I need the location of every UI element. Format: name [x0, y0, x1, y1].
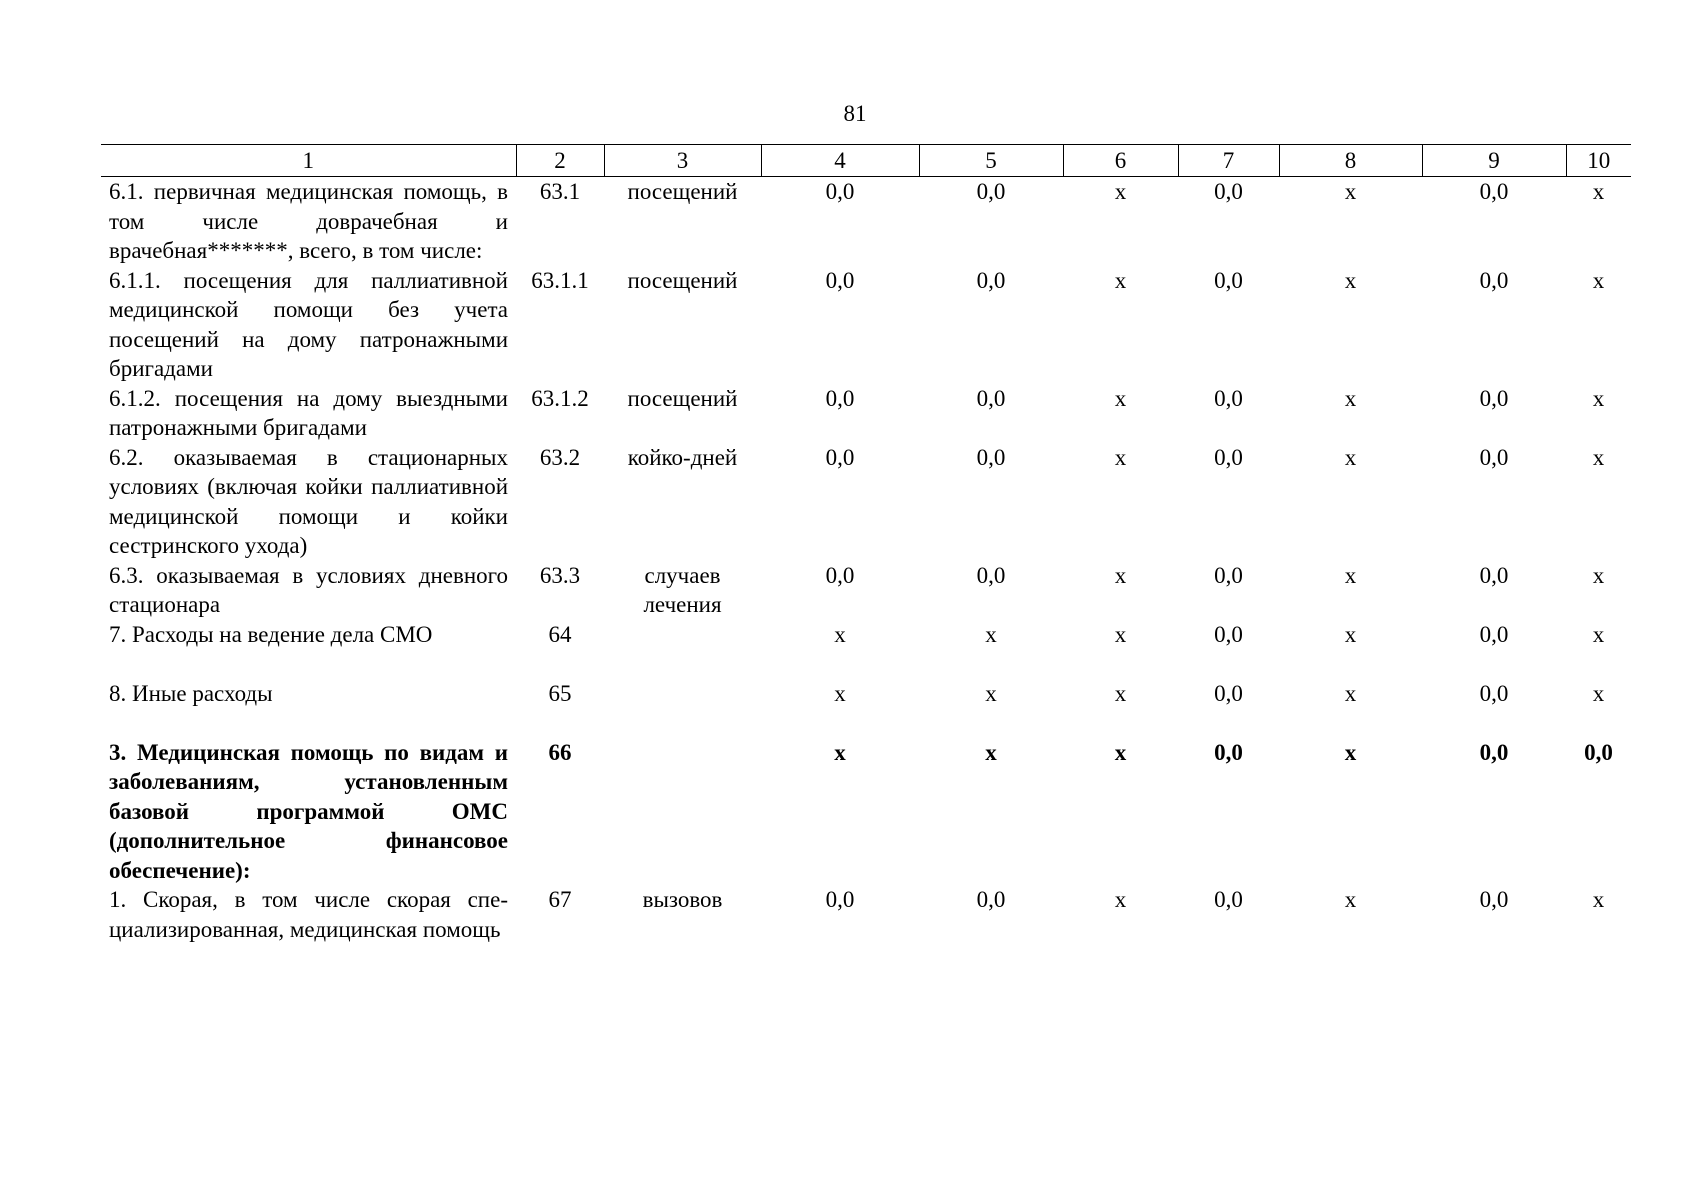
cell-value: х — [1344, 562, 1357, 588]
table-row — [101, 384, 1631, 443]
cell-value: х — [1592, 562, 1605, 588]
column-header: 7 — [1178, 145, 1279, 177]
cell-value: х — [1344, 267, 1357, 293]
cell-value: 0,0 — [1479, 680, 1509, 706]
table-row — [101, 266, 1631, 384]
row-name: 6.2. оказываемая в стационарных условиях (включая койки паллиативной медицинской помощи и койки сестринского ухода) — [109, 444, 508, 558]
row-code: 63.1.1 — [531, 267, 589, 293]
row-code: 63.1 — [539, 179, 581, 204]
column-header: 5 — [919, 145, 1063, 177]
cell-value: х — [834, 680, 846, 706]
row-name: 7. Расходы на ведение дела СМО — [109, 621, 433, 647]
row-name: 6.1.1. посещения для паллиативной медицинской помощи без учета посещений на дому патронажными бригадами — [109, 267, 508, 381]
cell-value: х — [1344, 385, 1357, 411]
cell-value: 0,0 — [1479, 267, 1509, 293]
cell-value: 0,0 — [825, 444, 855, 470]
cell-value: 0,0 — [1214, 739, 1243, 765]
cell-value: 0,0 — [1214, 444, 1243, 470]
cell-value: 0,0 — [1479, 887, 1509, 912]
cell-value: 0,0 — [825, 179, 855, 204]
cell-value: 0,0 — [976, 179, 1006, 204]
cell-value: 0,0 — [1479, 739, 1509, 765]
row-code: 65 — [548, 680, 572, 706]
cell-value: х — [834, 739, 846, 765]
row-code: 67 — [548, 887, 572, 912]
data-table — [101, 144, 1631, 944]
cell-value: 0,0 — [976, 267, 1006, 293]
row-name: 6.1.2. посещения на дому выездными патронажными бригадами — [109, 385, 508, 440]
row-unit — [604, 738, 761, 886]
cell-value: х — [1114, 680, 1127, 706]
row-code: 63.1.2 — [531, 385, 589, 411]
column-header: 10 — [1566, 145, 1631, 177]
cell-value: х — [1592, 680, 1605, 706]
cell-value: х — [1114, 739, 1127, 765]
cell-value: х — [1114, 621, 1127, 647]
row-unit — [604, 679, 761, 738]
cell-value: х — [1592, 179, 1605, 204]
cell-value: 0,0 — [1479, 444, 1509, 470]
row-unit: посещений — [627, 385, 738, 411]
cell-value: 0,0 — [1214, 680, 1243, 706]
cell-value: х — [1344, 621, 1357, 647]
cell-value: х — [1344, 444, 1357, 470]
cell-value: 0,0 — [1214, 887, 1243, 912]
cell-value: х — [1114, 267, 1127, 293]
column-header: 6 — [1063, 145, 1178, 177]
cell-value: 0,0 — [1479, 562, 1509, 588]
cell-value: х — [1114, 179, 1127, 204]
row-unit: койко-дней — [627, 444, 738, 470]
cell-value: 0,0 — [1479, 179, 1509, 204]
page-number: 81 — [843, 101, 867, 126]
cell-value: 0,0 — [1214, 562, 1243, 588]
column-header: 3 — [604, 145, 761, 177]
column-header: 8 — [1279, 145, 1422, 177]
row-code: 63.2 — [539, 444, 581, 470]
cell-value: 0,0 — [1584, 739, 1613, 765]
column-header: 2 — [516, 145, 604, 177]
cell-value: х — [985, 739, 997, 765]
cell-value: 0,0 — [1214, 267, 1243, 293]
cell-value: х — [1114, 444, 1127, 470]
row-unit — [604, 620, 761, 679]
cell-value: х — [1344, 680, 1357, 706]
cell-value: х — [985, 680, 997, 706]
cell-value: х — [1344, 739, 1357, 765]
row-unit: посещений — [627, 267, 738, 293]
cell-value: 0,0 — [1214, 179, 1243, 204]
table-row — [101, 443, 1631, 561]
column-header: 4 — [761, 145, 919, 177]
row-unit: случаев лечения — [643, 562, 722, 617]
cell-value: х — [1114, 562, 1127, 588]
table-row — [101, 177, 1631, 266]
cell-value: 0,0 — [1214, 385, 1243, 411]
cell-value: 0,0 — [976, 385, 1006, 411]
cell-value: х — [1344, 887, 1357, 912]
column-header: 9 — [1422, 145, 1566, 177]
cell-value: 0,0 — [976, 562, 1006, 588]
cell-value: х — [1114, 887, 1127, 912]
row-name: 1. Скорая, в том числе скорая специализированная, медицинская помощь — [109, 887, 508, 942]
cell-value: х — [1592, 385, 1605, 411]
cell-value: 0,0 — [825, 385, 855, 411]
row-name: 8. Иные расходы — [109, 680, 273, 706]
cell-value: х — [1592, 444, 1605, 470]
cell-value: 0,0 — [1479, 385, 1509, 411]
row-unit: вызовов — [642, 887, 723, 912]
row-name: 3. Медицинская помощь по видам и заболеваниям, установленным базовой программой ОМС (дополнительное финансовое обеспечение): — [109, 739, 508, 883]
cell-value: х — [1592, 267, 1605, 293]
table-row — [101, 620, 1631, 679]
cell-value: 0,0 — [1214, 621, 1243, 647]
cell-value: х — [834, 621, 846, 647]
table-row-section — [101, 738, 1631, 886]
column-number-row — [101, 145, 1631, 177]
row-name: 6.1. первичная медицинская помощь, в том числе доврачебная и врачебная*******, всего, в том числе: — [109, 179, 508, 263]
row-code: 66 — [548, 739, 572, 765]
cell-value: 0,0 — [825, 887, 855, 912]
cell-value: х — [985, 621, 997, 647]
table-row — [101, 679, 1631, 738]
row-unit: посещений — [627, 179, 738, 204]
cell-value: 0,0 — [825, 562, 855, 588]
cell-value: х — [1114, 385, 1127, 411]
column-header: 1 — [101, 145, 516, 177]
table-row — [101, 561, 1631, 620]
row-code: 63.3 — [539, 562, 581, 588]
table-row — [101, 885, 1631, 944]
cell-value: 0,0 — [1479, 621, 1509, 647]
row-code: 64 — [548, 621, 572, 647]
cell-value: х — [1592, 621, 1605, 647]
cell-value: х — [1592, 887, 1605, 912]
cell-value: 0,0 — [976, 444, 1006, 470]
cell-value: х — [1344, 179, 1357, 204]
cell-value: 0,0 — [825, 267, 855, 293]
row-name: 6.3. оказываемая в условиях дневного стационара — [109, 562, 508, 617]
cell-value: 0,0 — [976, 887, 1006, 912]
